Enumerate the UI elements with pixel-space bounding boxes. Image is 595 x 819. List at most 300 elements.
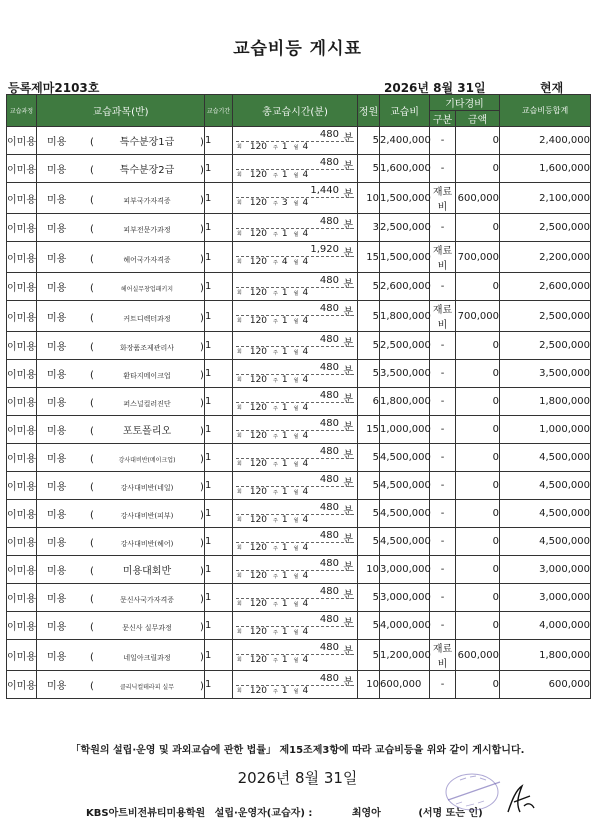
other-kind-cell: - <box>430 155 456 183</box>
capacity-cell: 5 <box>358 528 380 556</box>
table-row <box>7 556 591 584</box>
other-amount-cell: 0 <box>456 671 500 699</box>
formula-sym1: 회 <box>237 489 242 495</box>
hours-formula <box>237 543 353 553</box>
capacity-cell: 5 <box>358 127 380 155</box>
field-cell: 이미용 <box>7 273 37 301</box>
other-amount-cell: 0 <box>456 273 500 301</box>
total-minutes: 480 <box>319 334 339 345</box>
period-cell: 1 <box>205 556 233 584</box>
formula-sym2: 주 <box>273 518 278 524</box>
hours-cell <box>233 360 358 388</box>
minutes-per-session: 120 <box>249 627 268 637</box>
formula-sym3: 월 <box>293 546 299 552</box>
course-category: 미용 <box>47 538 67 549</box>
course-name: 헤어실무창업패키지 <box>120 286 174 293</box>
other-kind-cell: - <box>430 584 456 612</box>
minutes-unit: 분 <box>343 590 353 601</box>
table-row <box>7 528 591 556</box>
close-paren: ) <box>200 312 204 324</box>
weeks-count: 4 <box>302 627 309 637</box>
minutes-per-session: 120 <box>249 257 268 267</box>
weeks-count: 4 <box>302 288 309 298</box>
as-of-date: 2026년 8월 31일 <box>384 81 486 95</box>
fee-cell: 1,800,000 <box>380 301 430 332</box>
open-paren: ( <box>90 510 94 521</box>
sessions-per-week: 1 <box>281 288 288 298</box>
sessions-per-week: 1 <box>281 515 288 525</box>
total-cell: 4,500,000 <box>500 500 591 528</box>
course-cell <box>37 388 205 416</box>
fee-table <box>6 94 591 699</box>
formula-sym2: 주 <box>273 602 278 608</box>
other-kind-cell: - <box>430 500 456 528</box>
close-paren: ) <box>200 224 204 235</box>
course-category: 미용 <box>47 194 67 206</box>
course-name: 화장품조제관리사 <box>119 344 175 352</box>
other-kind-cell: - <box>430 332 456 360</box>
minutes-unit: 분 <box>343 394 353 405</box>
hours-cell <box>233 301 358 332</box>
field-cell: 이미용 <box>7 301 37 332</box>
hours-formula <box>237 347 353 357</box>
hours-formula <box>237 487 353 497</box>
course-name: 미용대회반 <box>122 566 172 577</box>
course-category: 미용 <box>47 622 67 633</box>
capacity-cell: 10 <box>358 556 380 584</box>
minutes-unit: 분 <box>343 562 353 573</box>
minutes-per-session: 120 <box>249 599 268 609</box>
table-row <box>7 214 591 242</box>
other-kind-cell: - <box>430 612 456 640</box>
course-cell <box>37 671 205 699</box>
capacity-cell: 5 <box>358 360 380 388</box>
minutes-per-session: 120 <box>249 686 268 696</box>
fee-cell: 2,500,000 <box>380 332 430 360</box>
total-minutes: 480 <box>319 642 339 653</box>
formula-sym1: 회 <box>237 377 242 383</box>
hours-cell <box>233 273 358 301</box>
open-paren: ( <box>90 253 94 265</box>
period-cell: 1 <box>205 214 233 242</box>
capacity-cell: 5 <box>358 273 380 301</box>
weeks-count: 4 <box>302 599 309 609</box>
formula-sym1: 회 <box>237 688 242 694</box>
total-minutes: 480 <box>319 216 339 227</box>
fee-cell: 1,500,000 <box>380 242 430 273</box>
sessions-per-week: 1 <box>281 655 288 665</box>
open-paren: ( <box>90 194 94 206</box>
close-paren: ) <box>200 622 204 633</box>
close-paren: ) <box>200 283 204 294</box>
course-category: 미용 <box>47 165 67 176</box>
operator-role: 설립·운영자(교습자) : <box>214 808 313 819</box>
sessions-per-week: 1 <box>281 571 288 581</box>
formula-sym1: 회 <box>237 433 242 439</box>
period-cell: 1 <box>205 127 233 155</box>
capacity-cell: 10 <box>358 183 380 214</box>
minutes-unit: 분 <box>343 677 353 688</box>
minutes-unit: 분 <box>343 534 353 545</box>
hours-formula <box>237 515 353 525</box>
total-cell: 2,500,000 <box>500 301 591 332</box>
formula-sym2: 주 <box>273 201 278 207</box>
other-amount-cell: 0 <box>456 472 500 500</box>
formula-sym3: 월 <box>293 350 299 356</box>
formula-sym3: 월 <box>293 291 299 297</box>
sessions-per-week: 1 <box>281 375 288 385</box>
other-kind-cell: - <box>430 472 456 500</box>
fee-cell: 4,500,000 <box>380 444 430 472</box>
hours-cell <box>233 183 358 214</box>
other-kind-cell: 재료비 <box>430 242 456 273</box>
hours-cell <box>233 556 358 584</box>
total-cell: 1,000,000 <box>500 416 591 444</box>
fee-cell: 2,400,000 <box>380 127 430 155</box>
field-cell: 이미용 <box>7 640 37 671</box>
total-minutes: 480 <box>319 362 339 373</box>
other-amount-cell: 0 <box>456 500 500 528</box>
period-cell: 1 <box>205 584 233 612</box>
course-name: 문신사 실무과정 <box>122 624 172 632</box>
hours-formula <box>237 170 353 180</box>
formula-sym3: 월 <box>293 173 299 179</box>
period-cell: 1 <box>205 528 233 556</box>
total-cell: 4,500,000 <box>500 472 591 500</box>
minutes-per-session: 120 <box>249 543 268 553</box>
minutes-per-session: 120 <box>249 403 268 413</box>
course-cell <box>37 472 205 500</box>
period-cell: 1 <box>205 301 233 332</box>
close-paren: ) <box>200 426 204 437</box>
close-paren: ) <box>200 137 204 148</box>
minutes-unit: 분 <box>343 450 353 461</box>
official-stamp-icon <box>442 770 506 814</box>
minutes-per-session: 120 <box>249 347 268 357</box>
sessions-per-week: 1 <box>281 347 288 357</box>
capacity-cell: 5 <box>358 612 380 640</box>
total-cell: 600,000 <box>500 671 591 699</box>
total-minutes: 480 <box>319 157 339 168</box>
course-category: 미용 <box>47 510 67 521</box>
minutes-unit: 분 <box>343 189 353 200</box>
course-name: 문신사국가자격증 <box>119 596 175 604</box>
sessions-per-week: 1 <box>281 599 288 609</box>
open-paren: ( <box>90 426 94 437</box>
fee-cell: 4,000,000 <box>380 612 430 640</box>
fee-cell: 600,000 <box>380 671 430 699</box>
weeks-count: 4 <box>302 347 309 357</box>
course-category: 미용 <box>47 370 67 381</box>
formula-sym1: 회 <box>237 231 242 237</box>
fee-cell: 1,000,000 <box>380 416 430 444</box>
minutes-per-session: 120 <box>249 487 268 497</box>
fee-cell: 4,500,000 <box>380 528 430 556</box>
minutes-unit: 분 <box>343 161 353 172</box>
course-name: 환타지메이크업 <box>123 372 171 380</box>
formula-sym2: 주 <box>273 232 278 238</box>
weeks-count: 4 <box>302 142 309 152</box>
open-paren: ( <box>90 342 94 353</box>
sessions-per-week: 3 <box>281 198 288 208</box>
other-amount-cell: 0 <box>456 612 500 640</box>
formula-sym1: 회 <box>237 349 242 355</box>
formula-sym1: 회 <box>237 573 242 579</box>
weeks-count: 4 <box>302 431 309 441</box>
other-amount-cell: 0 <box>456 127 500 155</box>
hours-cell <box>233 472 358 500</box>
minutes-per-session: 120 <box>249 375 268 385</box>
hours-cell <box>233 500 358 528</box>
course-name: 강사대비반(헤어) <box>120 540 174 548</box>
course-category: 미용 <box>47 224 67 235</box>
hours-formula <box>237 229 353 239</box>
course-category: 미용 <box>47 651 67 663</box>
minutes-unit: 분 <box>343 478 353 489</box>
course-category: 미용 <box>47 454 67 465</box>
other-amount-cell: 0 <box>456 584 500 612</box>
open-paren: ( <box>90 651 94 663</box>
formula-sym2: 주 <box>273 173 278 179</box>
course-cell <box>37 242 205 273</box>
signature-scribble-icon <box>502 782 538 816</box>
weeks-count: 4 <box>302 316 309 326</box>
formula-sym3: 월 <box>293 689 299 695</box>
course-cell <box>37 183 205 214</box>
hours-cell <box>233 640 358 671</box>
sessions-per-week: 1 <box>281 316 288 326</box>
hours-formula <box>237 288 353 298</box>
hours-cell <box>233 127 358 155</box>
total-minutes: 480 <box>319 446 339 457</box>
period-cell: 1 <box>205 155 233 183</box>
formula-sym2: 주 <box>273 260 278 266</box>
hours-cell <box>233 671 358 699</box>
other-amount-cell: 0 <box>456 214 500 242</box>
open-paren: ( <box>90 370 94 381</box>
formula-sym3: 월 <box>293 319 299 325</box>
formula-sym1: 회 <box>237 629 242 635</box>
course-name: 네일아크릴과정 <box>123 653 171 662</box>
fee-cell: 3,500,000 <box>380 360 430 388</box>
header-hours: 총교습시간(분) <box>233 95 358 127</box>
total-cell: 4,500,000 <box>500 528 591 556</box>
page-title: 교습비등 게시표 <box>233 39 362 59</box>
open-paren: ( <box>90 482 94 493</box>
formula-sym1: 회 <box>237 517 242 523</box>
period-cell: 1 <box>205 640 233 671</box>
formula-sym3: 월 <box>293 574 299 580</box>
header-course: 교습과목(반) <box>37 95 205 127</box>
other-amount-cell: 600,000 <box>456 640 500 671</box>
formula-sym3: 월 <box>293 434 299 440</box>
registration-number: 등록제마2103호 <box>8 81 100 95</box>
course-cell <box>37 273 205 301</box>
minutes-unit: 분 <box>343 248 353 259</box>
close-paren: ) <box>200 566 204 577</box>
course-name: 커트디렉터과정 <box>123 314 171 323</box>
capacity-cell: 15 <box>358 242 380 273</box>
course-cell <box>37 416 205 444</box>
other-amount-cell: 700,000 <box>456 301 500 332</box>
formula-sym2: 주 <box>273 490 278 496</box>
total-minutes: 480 <box>319 673 339 684</box>
table-row <box>7 584 591 612</box>
formula-sym2: 주 <box>273 658 278 664</box>
formula-sym3: 월 <box>293 630 299 636</box>
close-paren: ) <box>200 370 204 381</box>
close-paren: ) <box>200 538 204 549</box>
hours-cell <box>233 332 358 360</box>
close-paren: ) <box>200 194 204 206</box>
other-kind-cell: - <box>430 360 456 388</box>
formula-sym1: 회 <box>237 200 242 206</box>
other-amount-cell: 0 <box>456 556 500 584</box>
formula-sym1: 회 <box>237 259 242 265</box>
field-cell: 이미용 <box>7 388 37 416</box>
minutes-unit: 분 <box>343 506 353 517</box>
close-paren: ) <box>200 651 204 663</box>
minutes-per-session: 120 <box>249 170 268 180</box>
minutes-per-session: 120 <box>249 459 268 469</box>
legal-notice: 「학원의 설립·운영 및 과외교습에 관한 법률」 제15조제3항에 따라 교습비등을 위와 같이 게시합니다. <box>70 745 525 756</box>
hours-formula <box>237 459 353 469</box>
other-amount-cell: 700,000 <box>456 242 500 273</box>
table-row <box>7 183 591 214</box>
weeks-count: 4 <box>302 543 309 553</box>
total-cell: 2,500,000 <box>500 214 591 242</box>
close-paren: ) <box>200 398 204 409</box>
fee-cell: 3,000,000 <box>380 584 430 612</box>
course-cell <box>37 127 205 155</box>
period-cell: 1 <box>205 444 233 472</box>
hours-formula <box>237 599 353 609</box>
total-cell: 1,800,000 <box>500 640 591 671</box>
course-category: 미용 <box>47 253 67 265</box>
other-kind-cell: 재료비 <box>430 301 456 332</box>
formula-sym3: 월 <box>293 232 299 238</box>
field-cell: 이미용 <box>7 183 37 214</box>
close-paren: ) <box>200 482 204 493</box>
other-amount-cell: 0 <box>456 416 500 444</box>
formula-sym3: 월 <box>293 490 299 496</box>
course-category: 미용 <box>47 566 67 577</box>
course-cell <box>37 155 205 183</box>
total-minutes: 480 <box>319 530 339 541</box>
open-paren: ( <box>90 137 94 148</box>
other-kind-cell: 재료비 <box>430 183 456 214</box>
formula-sym1: 회 <box>237 290 242 296</box>
other-kind-cell: - <box>430 528 456 556</box>
minutes-per-session: 120 <box>249 229 268 239</box>
course-name: 강사대비반(피부) <box>120 512 174 520</box>
course-cell <box>37 214 205 242</box>
table-row <box>7 332 591 360</box>
other-amount-cell: 0 <box>456 155 500 183</box>
open-paren: ( <box>90 165 94 176</box>
signature-note: (서명 또는 인) <box>418 808 483 819</box>
table-row <box>7 388 591 416</box>
sessions-per-week: 1 <box>281 229 288 239</box>
other-amount-cell: 0 <box>456 360 500 388</box>
formula-sym2: 주 <box>273 574 278 580</box>
hours-formula <box>237 686 353 696</box>
close-paren: ) <box>200 681 204 692</box>
period-cell: 1 <box>205 183 233 214</box>
total-cell: 4,500,000 <box>500 444 591 472</box>
open-paren: ( <box>90 594 94 605</box>
sessions-per-week: 4 <box>281 257 288 267</box>
course-category: 미용 <box>47 312 67 324</box>
close-paren: ) <box>200 165 204 176</box>
course-category: 미용 <box>47 482 67 493</box>
field-cell: 이미용 <box>7 556 37 584</box>
formula-sym3: 월 <box>293 201 299 207</box>
weeks-count: 4 <box>302 375 309 385</box>
total-minutes: 1,440 <box>310 185 339 196</box>
formula-sym1: 회 <box>237 318 242 324</box>
header-other: 기타경비 <box>430 95 500 111</box>
fee-cell: 1,600,000 <box>380 155 430 183</box>
total-minutes: 480 <box>319 129 339 140</box>
period-cell: 1 <box>205 242 233 273</box>
table-row <box>7 472 591 500</box>
hours-cell <box>233 612 358 640</box>
total-minutes: 1,920 <box>310 244 339 255</box>
header-total: 교습비등합계 <box>500 95 591 127</box>
posting-date: 2026년 8월 31일 <box>237 769 358 787</box>
close-paren: ) <box>200 510 204 521</box>
formula-sym1: 회 <box>237 601 242 607</box>
table-row <box>7 640 591 671</box>
capacity-cell: 6 <box>358 388 380 416</box>
minutes-per-session: 120 <box>249 316 268 326</box>
table-row <box>7 155 591 183</box>
period-cell: 1 <box>205 332 233 360</box>
capacity-cell: 5 <box>358 332 380 360</box>
course-name: 포토폴리오 <box>122 426 172 437</box>
formula-sym2: 주 <box>273 145 278 151</box>
other-amount-cell: 0 <box>456 528 500 556</box>
header-fee: 교습비 <box>380 95 430 127</box>
hours-cell <box>233 388 358 416</box>
total-minutes: 480 <box>319 502 339 513</box>
sessions-per-week: 1 <box>281 543 288 553</box>
total-minutes: 480 <box>319 586 339 597</box>
other-amount-cell: 0 <box>456 444 500 472</box>
course-cell <box>37 500 205 528</box>
field-cell: 이미용 <box>7 332 37 360</box>
total-cell: 2,400,000 <box>500 127 591 155</box>
course-category: 미용 <box>47 137 67 148</box>
other-kind-cell: - <box>430 444 456 472</box>
close-paren: ) <box>200 342 204 353</box>
other-kind-cell: - <box>430 556 456 584</box>
institution-name: KBS아트비전뷰티미용학원 <box>86 808 206 819</box>
other-kind-cell: - <box>430 416 456 444</box>
minutes-per-session: 120 <box>249 655 268 665</box>
period-cell: 1 <box>205 671 233 699</box>
hours-cell <box>233 444 358 472</box>
hours-formula <box>237 257 353 267</box>
sessions-per-week: 1 <box>281 459 288 469</box>
total-cell: 2,200,000 <box>500 242 591 273</box>
fee-cell: 1,500,000 <box>380 183 430 214</box>
minutes-unit: 분 <box>343 220 353 231</box>
fee-cell: 4,500,000 <box>380 500 430 528</box>
field-cell: 이미용 <box>7 127 37 155</box>
sessions-per-week: 1 <box>281 627 288 637</box>
